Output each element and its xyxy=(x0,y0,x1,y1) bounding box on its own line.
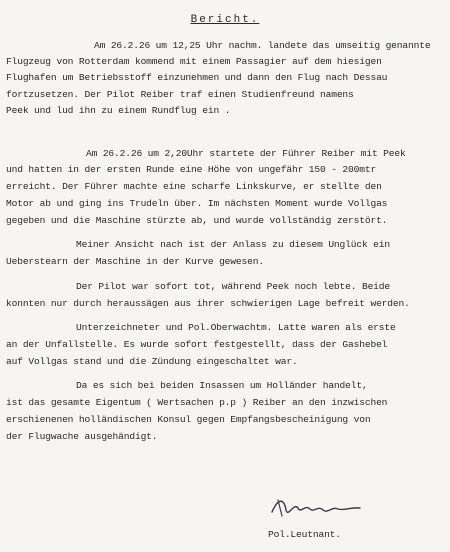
text-line: fortzusetzen. Der Pilot Reiber traf einen Studienfreund namens xyxy=(6,89,354,100)
text-line: auf Vollgas stand und die Zündung eingeschaltet war. xyxy=(6,356,298,367)
text-line: Ueberstearn der Maschine in der Kurve gewesen. xyxy=(6,256,264,267)
text-line: Peek und lud ihn zu einem Rundflug ein . xyxy=(6,105,231,116)
text-line: Motor ab und ging ins Trudeln über. Im nächsten Moment wurde Vollgas xyxy=(6,198,388,209)
text-line: an der Unfallstelle. Es wurde sofort festgestellt, dass der Gashebel xyxy=(6,339,388,350)
handwritten-signature xyxy=(268,492,364,522)
report-title: Bericht. xyxy=(190,14,260,26)
text-line: konnten nur durch heraussägen aus ihrer schwierigen Lage befreit werden. xyxy=(6,298,410,309)
text-line: erschienenen holländischen Konsul gegen Empfangsbescheinigung von xyxy=(6,414,371,425)
text-line: Am 26.2.26 um 2,20Uhr startete der Führer Reiber mit Peek xyxy=(86,148,406,159)
text-line: Meiner Ansicht nach ist der Anlass zu diesem Unglück ein xyxy=(76,239,391,250)
text-line: erreicht. Der Führer machte eine scharfe Linkskurve, er stellte den xyxy=(6,181,382,192)
text-line: Da es sich bei beiden Insassen um Holländer handelt, xyxy=(76,380,368,391)
text-line: gegeben und die Maschine stürzte ab, und wurde vollständig zerstört. xyxy=(6,215,388,226)
text-line: und hatten in der ersten Runde eine Höhe von ungefähr 150 - 200mtr xyxy=(6,164,377,175)
text-line: Der Pilot war sofort tot, während Peek noch lebte. Beide xyxy=(76,281,391,292)
text-line: ist das gesamte Eigentum ( Wertsachen p.p ) Reiber an den inzwischen xyxy=(6,397,388,408)
text-line: der Flugwache ausgehändigt. xyxy=(6,431,158,442)
text-line: Flugzeug von Rotterdam kommend mit einem Passagier auf dem hiesigen xyxy=(6,56,382,67)
text-line: Flughafen um Betriebsstoff einzunehmen und dann den Flug nach Dessau xyxy=(6,72,388,83)
text-line: Unterzeichneter und Pol.Oberwachtm. Latte waren als erste xyxy=(76,322,396,333)
text-line: Am 26.2.26 um 12,25 Uhr nachm. landete das umseitig genannte xyxy=(94,40,431,51)
signature-title: Pol.Leutnant. xyxy=(268,529,341,540)
